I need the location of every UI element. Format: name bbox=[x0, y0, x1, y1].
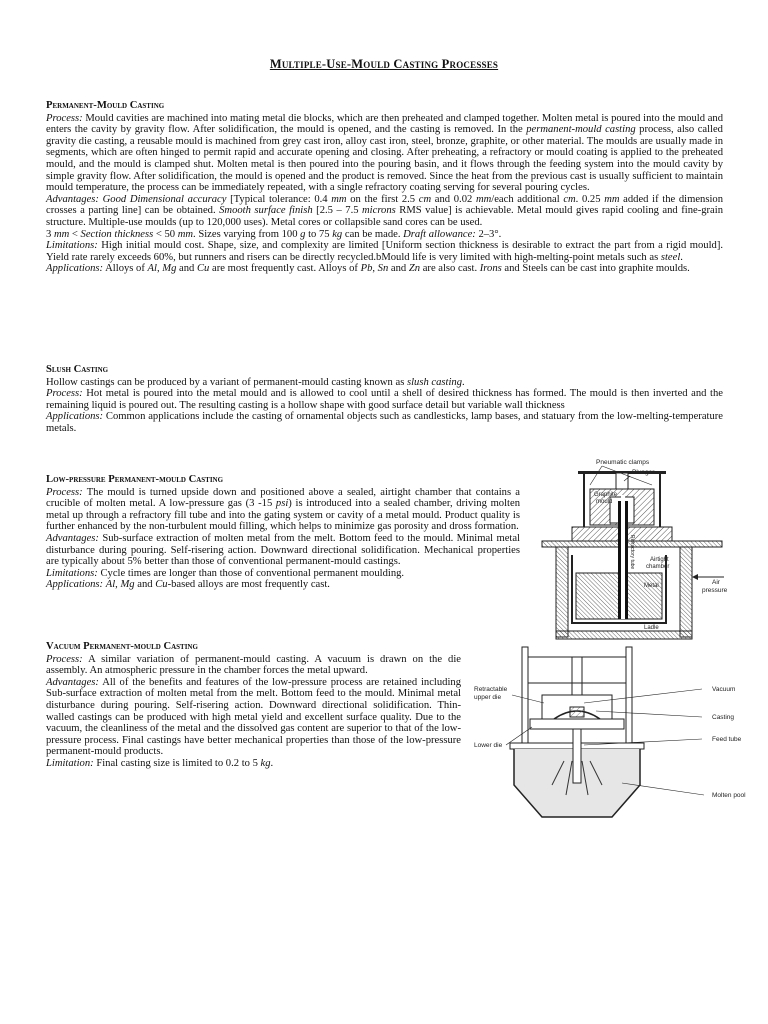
advantages-paragraph bbox=[46, 533, 520, 568]
label-lower-die: Lower die bbox=[474, 742, 503, 749]
limitations-paragraph bbox=[46, 758, 461, 770]
term: steel bbox=[660, 251, 681, 263]
applications-label: Applications: bbox=[46, 579, 104, 591]
advantages-label: Advantages: bbox=[46, 676, 99, 688]
applications-paragraph bbox=[46, 579, 520, 591]
section-low-pressure bbox=[46, 474, 520, 591]
text: . bbox=[462, 376, 465, 388]
text: [2.5 – 7.5 bbox=[312, 205, 363, 217]
text: Cycle times are longer than those of conventional permanent moulding. bbox=[97, 567, 405, 579]
advantage-term: Smooth surface finish bbox=[219, 205, 313, 217]
text: < 50 bbox=[153, 228, 178, 240]
label-pressure: pressure bbox=[702, 587, 728, 594]
label-air: Air bbox=[712, 579, 720, 586]
process-term: permanent-mould casting bbox=[526, 124, 636, 136]
section-heading: Vacuum Permanent-mould Casting bbox=[46, 641, 198, 652]
text: , bbox=[115, 579, 121, 591]
label-graphite: Graphite bbox=[594, 492, 618, 498]
text: , bbox=[156, 263, 163, 275]
text: . Sizes varying from 100 bbox=[193, 228, 301, 240]
text: Final casting size is limited to 0.2 to 5 bbox=[93, 757, 261, 769]
text: . bbox=[270, 757, 274, 769]
text: added if the dimension crosses a parting line] can be obtained. bbox=[46, 193, 724, 217]
label-plunger: Plunger bbox=[632, 469, 655, 476]
label-molten-pool: Molten pool bbox=[712, 792, 746, 799]
element: Sn bbox=[377, 263, 389, 275]
process-text: Mould cavities are machined into mating metal die blocks, which are then preheated and clamped together. Molten metal is poured into the mould and enters the cavity by gravity flow. After solidification, the mould is opened, and the casting is removed. In the bbox=[46, 112, 723, 136]
label-feed-tube: Feed tube bbox=[712, 736, 742, 743]
page-title: Multiple-Use-Mould Casting Processes bbox=[269, 57, 499, 71]
text: Hollow castings can be produced by a variant of permanent-mould casting known as bbox=[46, 376, 407, 388]
text: All of the benefits and features of the low-pressure process are retained including Sub-surface extraction of molten metal from the melt. Bottom feed to the mould. Minimal metal disturbance during pouring. Self-risering action. Downward directional solidification. Thin-walled castings can be produced with high metal yield and excellent surface quality. Due to the vacuum, the cleanliness of the metal and the dissolved gas content are superior to that of the low-pressure process. Final castings have better mechanical properties than those of the low-pressure permanent-mould products. bbox=[46, 676, 461, 758]
element: Mg bbox=[120, 579, 135, 591]
process-paragraph bbox=[46, 388, 723, 411]
term: Draft allowance: bbox=[403, 228, 476, 240]
label-vacuum: Vacuum bbox=[712, 686, 736, 693]
text: on the first 2.5 bbox=[346, 193, 419, 205]
unit: kg bbox=[260, 757, 271, 769]
text: are also cast. bbox=[420, 263, 480, 275]
unit: g bbox=[300, 228, 306, 240]
process-label: Process: bbox=[46, 388, 83, 400]
label-clamps: Pneumatic clamps bbox=[596, 459, 650, 466]
element: Pb bbox=[360, 263, 373, 275]
vacuum-casting-diagram bbox=[472, 645, 764, 829]
unit: mm bbox=[331, 193, 347, 205]
text: /each additional bbox=[491, 193, 564, 205]
text: Common applications include the casting of ornamental objects such as candlesticks, lamp bases, and statuary from the low-melting-temperature metals. bbox=[46, 411, 723, 434]
section-vacuum bbox=[46, 641, 461, 770]
label-casting: Casting bbox=[712, 714, 735, 721]
advantage-term: Good Dimensional accuracy bbox=[98, 193, 227, 205]
diagram-shapes bbox=[506, 647, 704, 817]
text: -based alloys are most frequently cast. bbox=[167, 579, 330, 591]
applications-paragraph bbox=[46, 263, 723, 275]
element: Cu bbox=[155, 579, 168, 591]
section-heading: Permanent-Mould Casting bbox=[46, 100, 165, 111]
text: and bbox=[176, 263, 197, 275]
process-label: Process: bbox=[46, 112, 83, 124]
text: < bbox=[69, 228, 81, 240]
applications-paragraph bbox=[46, 411, 723, 434]
text: 3 bbox=[46, 228, 54, 240]
term: slush casting bbox=[406, 376, 463, 388]
text: can be made. bbox=[342, 228, 404, 240]
label-mould: mould bbox=[596, 499, 613, 505]
process-label: Process: bbox=[46, 653, 83, 665]
unit: mm bbox=[604, 193, 620, 205]
applications-label: Applications: bbox=[46, 263, 104, 275]
limitations-paragraph bbox=[46, 240, 723, 263]
advantages-label: Advantages: bbox=[46, 532, 99, 544]
text: and bbox=[388, 263, 409, 275]
section-slush-casting bbox=[46, 364, 723, 435]
process-paragraph bbox=[46, 113, 723, 194]
text: The mould is turned upside down and positioned above a sealed, airtight chamber that contains a crucible of molten metal. A low-pressure gas (3 -15 bbox=[46, 486, 520, 510]
unit: cm bbox=[418, 193, 432, 205]
label-ladle: Ladle bbox=[644, 625, 659, 631]
limitations-label: Limitation: bbox=[46, 757, 94, 769]
element: Irons bbox=[479, 263, 502, 275]
element: Cu bbox=[196, 263, 210, 275]
text: to 75 bbox=[305, 228, 333, 240]
limitations-label: Limitations: bbox=[46, 240, 98, 252]
text: are most frequently cast. Alloys of bbox=[209, 263, 361, 275]
label-airtight: Airtight bbox=[650, 557, 669, 563]
section-thickness-line bbox=[46, 229, 723, 241]
element: Al bbox=[105, 579, 116, 591]
process-text-cont: process, also called gravity die casting, a reusable mould is machined from grey cast iron, alloy cast iron, steel, bronze, graphite, or other material. The moulds are usually made in segments, which are often hinged to permit rapid and accurate opening and closing. After preheating, a refractory or mould coating is applied to the preheated mould, and the mould is clamped shut. Molten metal is then poured into the pouring basin, and it flows through the feeding system into the mould cavity by simple gravity flow. After solidification, the mould is opened and the product is removed. Since the heat from the previous cast is usually sufficient to maintain mould temperature, the process can be immediately repeated, with a single refractory coating serving for several pouring cycles. bbox=[46, 124, 723, 194]
label-metal: Metal bbox=[644, 583, 659, 589]
label-upper-die: upper die bbox=[474, 694, 502, 701]
label-tube: Refractory tube bbox=[629, 535, 635, 570]
text: . bbox=[680, 251, 683, 263]
section-heading: Low-pressure Permanent-mould Casting bbox=[46, 474, 224, 485]
process-paragraph bbox=[46, 487, 520, 533]
element: Zn bbox=[408, 263, 421, 275]
intro-paragraph bbox=[46, 377, 723, 389]
advantages-paragraph bbox=[46, 677, 461, 758]
unit: microns bbox=[362, 205, 396, 217]
limitations-paragraph bbox=[46, 568, 520, 580]
limitations-label: Limitations: bbox=[46, 567, 98, 579]
process-label: Process: bbox=[46, 486, 83, 498]
text: ) is introduced into a sealed chamber, driving molten metal up through a refractory fill tube and into the gating system or cavity of a metal mould. Product quality is further enhanced by the non-turbulent mould filling, which helps to minimize gas porosity and dross formation. bbox=[46, 498, 520, 533]
text: [Typical tolerance: 0.4 bbox=[226, 193, 332, 205]
unit: mm bbox=[475, 193, 492, 205]
text: A similar variation of permanent-mould casting. A vacuum is drawn on the die assembly. An atmospheric pressure in the chamber forces the metal upward. bbox=[46, 653, 461, 677]
advantages-paragraph bbox=[46, 194, 723, 229]
text: , bbox=[372, 263, 378, 275]
advantages-label: Advantages: bbox=[46, 193, 99, 205]
unit: mm bbox=[177, 228, 194, 240]
text: . 0.25 bbox=[575, 193, 605, 205]
section-heading: Slush Casting bbox=[46, 364, 109, 375]
applications-label: Applications: bbox=[46, 411, 104, 423]
low-pressure-diagram bbox=[532, 455, 732, 641]
unit: kg bbox=[332, 228, 343, 240]
text: Sub-surface extraction of molten metal from the melt. Bottom feed to the mould. Minimal metal disturbance during pouring. Self-risering action. Downward directional solidification. Mechanical properties are typically about 5% better than those of conventional permanent-mould castings. bbox=[46, 532, 520, 568]
text: RMS value] is achievable. Metal mould gives rapid cooling and fine-grain structure. Multiple-use moulds (up to 120,000 uses). Metal cores or collapsible sand cores can be used. bbox=[46, 205, 723, 228]
text: High initial mould cost. Shape, size, and complexity are limited [Uniform section thickness is desirable to extract the part from a rigid mould]. Yield rate rarely exceeds 60%, but runners and risers can be directly recycled.bMould life is very limited with high-melting-point metals such as bbox=[46, 240, 723, 263]
element: Mg bbox=[162, 263, 177, 275]
text: Hot metal is poured into the metal mould and is allowed to cool until a shell of desired thickness has formed. The mould is then inverted and the remaining liquid is poured out. The resulting casting is a hollow shape with good surface detail but variable wall thickness bbox=[46, 388, 723, 411]
unit: mm bbox=[53, 228, 70, 240]
text: and bbox=[134, 579, 156, 591]
unit: psi bbox=[275, 498, 289, 510]
unit: cm bbox=[563, 193, 576, 205]
process-paragraph bbox=[46, 654, 461, 677]
text: 2–3°. bbox=[475, 228, 502, 240]
section-permanent-mould bbox=[46, 100, 723, 275]
term: Section thickness bbox=[80, 228, 154, 240]
label-retractable: Retractable bbox=[474, 686, 508, 693]
element: Al bbox=[147, 263, 157, 275]
text: and 0.02 bbox=[431, 193, 476, 205]
text: Alloys of bbox=[103, 263, 148, 275]
label-chamber: chamber bbox=[646, 564, 670, 570]
text: and Steels can be cast into graphite moulds. bbox=[501, 263, 690, 275]
